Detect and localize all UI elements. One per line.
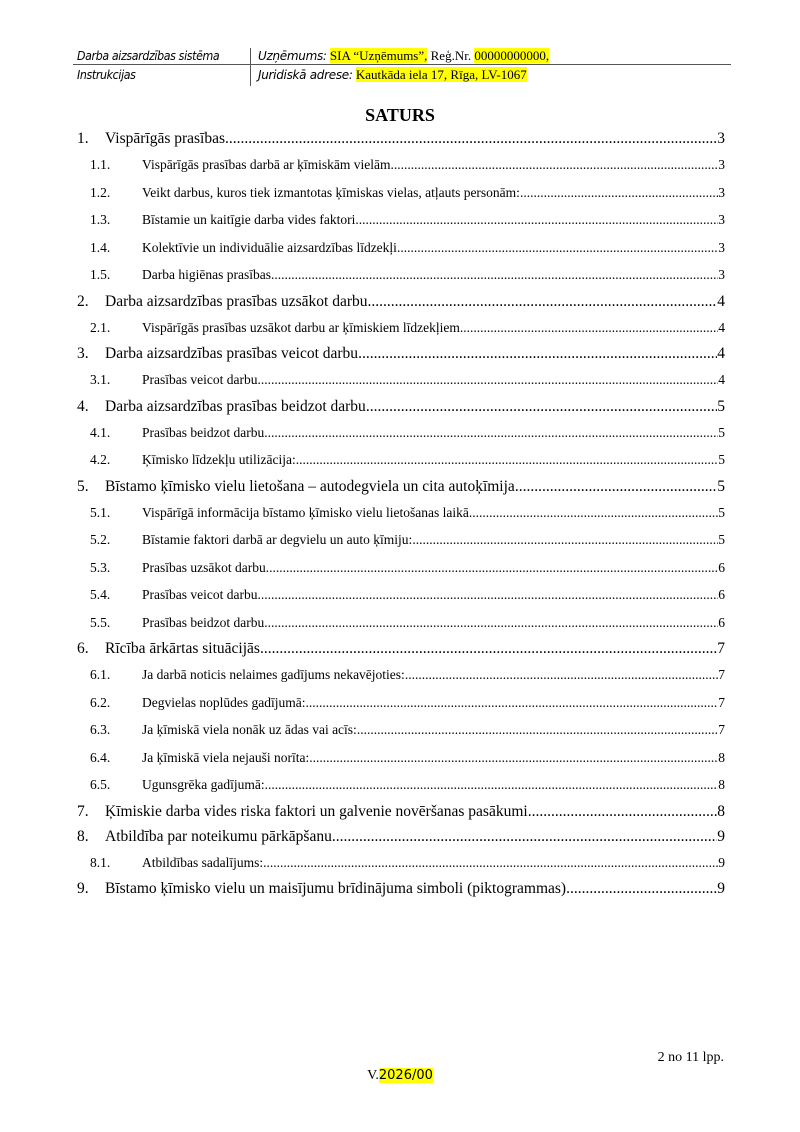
toc-dot-leader (266, 554, 719, 582)
toc-entry[interactable] (77, 689, 725, 717)
toc-entry-title: Vispārīgās prasības darbā ar ķīmiskām vielām (142, 157, 391, 172)
toc-entry-page: 9 (718, 854, 725, 870)
toc-entry-page: 5 (717, 397, 725, 415)
toc-entry-number: 1.4. (90, 239, 111, 255)
toc-entry[interactable] (77, 234, 725, 262)
version-prefix: V. (367, 1068, 379, 1083)
toc-entry-title: Atbildība par noteikumu pārkāpšanu (105, 827, 332, 845)
toc-entry[interactable] (77, 341, 725, 366)
toc-entry-number: 6.5. (90, 777, 111, 792)
toc-entry-number: 2. (77, 292, 89, 310)
toc-entry-title: Ķīmisko līdzekļu utilizācija: (142, 452, 296, 467)
toc-entry-page: 4 (717, 345, 725, 362)
toc-entry-page: 6 (718, 614, 725, 630)
toc-entry[interactable] (77, 474, 725, 499)
toc-dot-leader (264, 419, 718, 447)
toc-entry[interactable] (77, 799, 725, 824)
toc-dot-leader (469, 499, 718, 527)
toc-entry-title: Darba higiēnas prasības (142, 267, 271, 282)
toc-entry-page: 8 (718, 749, 725, 765)
toc-entry[interactable] (77, 366, 725, 394)
toc-dot-leader (296, 446, 719, 474)
toc-entry[interactable] (77, 824, 725, 849)
toc-entry[interactable] (77, 126, 725, 151)
toc-dot-leader (271, 261, 718, 289)
toc-entry-page: 5 (718, 452, 725, 467)
toc-entry-page: 3 (718, 184, 725, 200)
toc-entry-number: 6.4. (90, 749, 111, 765)
toc-dot-leader (355, 206, 718, 234)
toc-entry-title: Rīcība ārkārtas situācijās (105, 640, 260, 657)
toc-entry-title: Vispārīgās prasības (105, 130, 226, 147)
toc-entry[interactable] (77, 419, 725, 447)
toc-entry-number: 1.3. (90, 212, 111, 227)
toc-entry[interactable] (77, 179, 725, 207)
toc-dot-leader (265, 771, 719, 799)
toc-entry-title: Kolektīvie un individuālie aizsardzības līdzekļi (142, 239, 397, 255)
toc-entry-page: 3 (718, 267, 725, 282)
toc-entry-number: 6. (77, 640, 89, 657)
toc-entry-page: 8 (717, 802, 725, 820)
toc-entry-number: 3.1. (90, 372, 111, 387)
toc-dot-leader (391, 151, 719, 179)
toc-entry[interactable] (77, 661, 725, 689)
toc-entry-number: 3. (77, 345, 89, 362)
toc-dot-leader (412, 526, 718, 554)
toc-entry-page: 3 (717, 130, 725, 147)
toc-dot-leader (332, 824, 717, 849)
toc-entry[interactable] (77, 636, 725, 661)
toc-dot-leader (260, 636, 717, 661)
toc-dot-leader (405, 661, 718, 689)
toc-entry[interactable] (77, 206, 725, 234)
toc-entry-page: 4 (718, 372, 725, 387)
toc-dot-leader (397, 234, 718, 262)
toc-entry-page: 7 (718, 667, 725, 682)
toc-dot-leader (358, 341, 717, 366)
header-company-line (258, 48, 549, 64)
toc-entry[interactable] (77, 499, 725, 527)
toc-entry-title: Prasības veicot darbu (142, 587, 258, 602)
page-title: SATURS (365, 105, 435, 125)
company-label: Uzņēmums: (258, 49, 327, 63)
version-number: 2026/00 (378, 1068, 433, 1083)
toc-entry-number: 4.2. (90, 452, 111, 467)
toc-entry[interactable] (77, 446, 725, 474)
toc-entry-title: Bīstamo ķīmisko vielu un maisījumu brīdinājuma simboli (piktogrammas) (105, 880, 567, 897)
toc-entry-page: 7 (717, 640, 725, 657)
toc-entry-number: 7. (77, 802, 89, 820)
toc-dot-leader (357, 716, 718, 744)
toc-entry-page: 3 (718, 212, 725, 227)
toc-entry-number: 1.2. (90, 184, 111, 200)
toc-entry[interactable] (77, 394, 725, 419)
reg-label: Reģ.Nr. (430, 48, 472, 63)
toc-entry-number: 6.1. (90, 667, 111, 682)
toc-entry-page: 8 (718, 777, 725, 792)
toc-dot-leader (305, 689, 718, 717)
toc-entry-number: 2.1. (90, 319, 111, 335)
toc-entry-number: 5.3. (90, 559, 111, 575)
toc-entry[interactable] (77, 151, 725, 179)
toc-entry-title: Darba aizsardzības prasības beidzot darbu (105, 397, 366, 415)
header-address-line (258, 67, 527, 83)
header-divider-vertical (250, 48, 251, 86)
toc-entry-number: 1.1. (90, 157, 111, 172)
toc-entry-title: Vispārīgā informācija bīstamo ķīmisko vielu lietošanas laikā (142, 504, 469, 520)
toc-entry-number: 8.1. (90, 854, 111, 870)
toc-entry-title: Ugunsgrēka gadījumā: (142, 777, 265, 792)
toc-entry[interactable] (77, 554, 725, 582)
header-system-name: Darba aizsardzības sistēma (77, 49, 220, 63)
toc-entry-number: 5.5. (90, 614, 111, 630)
toc-entry-title: Darba aizsardzības prasības veicot darbu (105, 345, 359, 362)
toc-entry-number: 5.2. (90, 532, 111, 547)
toc-entry-title: Ja darbā noticis nelaimes gadījums nekavējoties: (142, 667, 405, 682)
toc-entry-page: 4 (717, 292, 725, 310)
company-value: SIA “Uzņēmums”, (329, 48, 428, 63)
toc-entry[interactable] (77, 261, 725, 289)
toc-entry[interactable] (77, 771, 725, 799)
document-version (0, 1068, 800, 1084)
address-label: Juridiskā adrese: (258, 68, 353, 82)
toc-entry[interactable] (77, 314, 725, 342)
toc-entry-number: 6.2. (90, 694, 111, 710)
toc-entry[interactable] (77, 876, 725, 901)
toc-entry-title: Prasības veicot darbu (142, 372, 258, 387)
toc-entry-title: Prasības uzsākot darbu (142, 559, 266, 575)
toc-entry-page: 5 (718, 424, 725, 440)
toc-entry-title: Bīstamie un kaitīgie darba vides faktori (142, 212, 356, 227)
toc-entry-page: 9 (717, 827, 725, 845)
address-value: Kautkāda iela 17, Rīga, LV-1067 (355, 67, 527, 82)
toc-entry-title: Atbildības sadalījums: (142, 854, 264, 870)
toc-entry-number: 5.1. (90, 504, 111, 520)
table-of-contents (77, 126, 725, 901)
toc-entry-number: 1. (77, 130, 89, 147)
toc-entry-page: 5 (718, 532, 725, 547)
toc-entry-title: Prasības beidzot darbu (142, 424, 265, 440)
toc-dot-leader (566, 876, 717, 901)
toc-entry-title: Prasības beidzot darbu (142, 614, 265, 630)
toc-entry-number: 4.1. (90, 424, 111, 440)
toc-entry-number: 5. (77, 477, 89, 495)
toc-dot-leader (257, 366, 718, 394)
toc-entry-title: Ķīmiskie darba vides riska faktori un galvenie novēršanas pasākumi (105, 802, 528, 820)
toc-entry-page: 7 (718, 722, 725, 737)
header-divider-horizontal (73, 64, 731, 65)
toc-entry-number: 4. (77, 397, 89, 415)
toc-dot-leader (263, 849, 718, 877)
toc-entry[interactable] (77, 744, 725, 772)
toc-dot-leader (528, 799, 718, 824)
toc-entry-number: 8. (77, 827, 89, 845)
toc-dot-leader (225, 126, 717, 151)
toc-entry[interactable] (77, 526, 725, 554)
toc-entry-page: 3 (718, 157, 725, 172)
toc-dot-leader (460, 314, 718, 342)
toc-entry-title: Degvielas noplūdes gadījumā: (142, 694, 306, 710)
toc-entry-page: 5 (718, 504, 725, 520)
toc-entry-title: Ja ķīmiskā viela nejauši norīta: (142, 749, 310, 765)
toc-entry-number: 9. (77, 880, 89, 897)
page-header (73, 46, 731, 86)
toc-dot-leader (366, 394, 717, 419)
toc-entry-page: 7 (718, 694, 725, 710)
toc-entry-title: Darba aizsardzības prasības uzsākot darbu (105, 292, 368, 310)
toc-entry-title: Veikt darbus, kuros tiek izmantotas ķīmiskas vielas, atļauts personām: (142, 184, 520, 200)
toc-entry-title: Bīstamo ķīmisko vielu lietošana – autodegviela un cita autoķīmija (105, 477, 515, 495)
header-doc-type: Instrukcijas (77, 68, 136, 82)
toc-dot-leader (309, 744, 718, 772)
toc-entry-page: 6 (718, 587, 725, 602)
toc-entry[interactable] (77, 716, 725, 744)
toc-dot-leader (264, 609, 718, 637)
toc-entry-page: 4 (718, 319, 725, 335)
toc-entry-page: 6 (718, 559, 725, 575)
toc-entry-page: 3 (718, 239, 725, 255)
toc-dot-leader (520, 179, 718, 207)
toc-entry-title: Bīstamie faktori darbā ar degvielu un auto ķīmiju: (142, 532, 413, 547)
toc-entry-page: 5 (717, 477, 725, 495)
toc-entry-title: Vispārīgās prasības uzsākot darbu ar ķīmiskiem līdzekļiem (142, 319, 460, 335)
toc-entry[interactable] (77, 289, 725, 314)
toc-entry-number: 1.5. (90, 267, 111, 282)
toc-dot-leader (368, 289, 718, 314)
toc-entry[interactable] (77, 849, 725, 877)
toc-entry-page: 9 (717, 880, 725, 897)
toc-entry-number: 6.3. (90, 722, 111, 737)
toc-dot-leader (515, 474, 717, 499)
reg-value: 00000000000, (474, 48, 550, 63)
page-counter: 2 no 11 lpp. (657, 1050, 724, 1065)
toc-entry-number: 5.4. (90, 587, 111, 602)
toc-entry-title: Ja ķīmiskā viela nonāk uz ādas vai acīs: (142, 722, 357, 737)
toc-entry[interactable] (77, 609, 725, 637)
toc-entry[interactable] (77, 581, 725, 609)
toc-dot-leader (257, 581, 718, 609)
